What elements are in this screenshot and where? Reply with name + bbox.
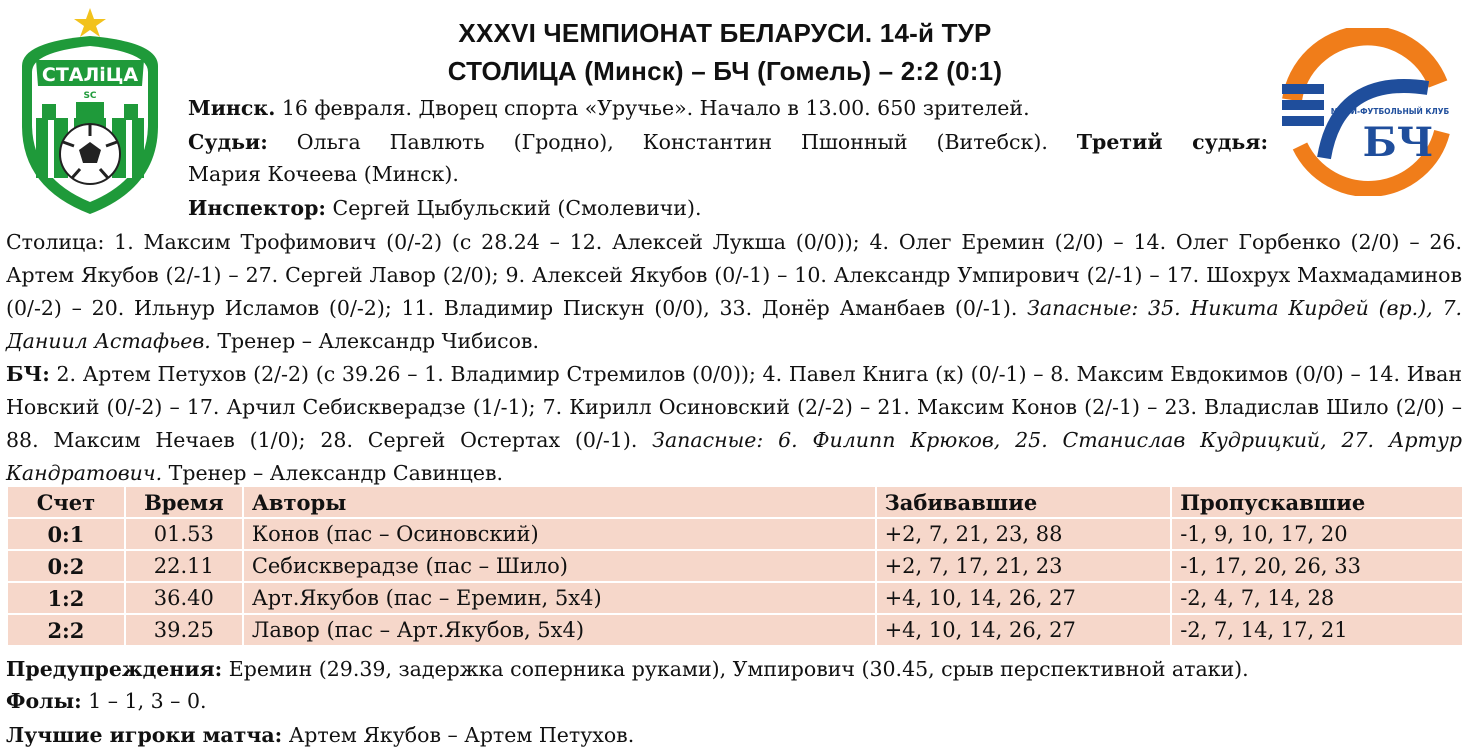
svg-text:СТАЛіЦА: СТАЛіЦА xyxy=(41,64,139,86)
goal-authors: Себискверадзе (пас – Шило) xyxy=(243,550,876,582)
best-players-label: Лучшие игроки матча: xyxy=(6,723,283,747)
header-authors: Авторы xyxy=(243,486,876,518)
goal-scored: +2, 7, 17, 21, 23 xyxy=(876,550,1172,582)
svg-text:МИНИ-ФУТБОЛЬНЫЙ КЛУБ: МИНИ-ФУТБОЛЬНЫЙ КЛУБ xyxy=(1330,107,1450,116)
away-label: БЧ: xyxy=(6,362,50,386)
best-players-line xyxy=(6,720,1466,750)
referees-text: Ольга Павлють (Гродно), Константин Пшонный (Витебск). xyxy=(267,130,1077,154)
home-coach: Тренер – Александр Чибисов. xyxy=(210,329,539,353)
goal-score: 0:2 xyxy=(7,550,125,582)
goal-scored: +4, 10, 14, 26, 27 xyxy=(876,614,1172,646)
goal-scored: +4, 10, 14, 26, 27 xyxy=(876,582,1172,614)
svg-text:БЧ: БЧ xyxy=(1362,119,1434,166)
goals-header-row xyxy=(7,486,1463,518)
away-subs: Запасные: 6. Филипп Крюков, 25. Станислав Кудрицкий, 27. Артур Кандратович. xyxy=(6,428,1462,485)
third-referee-text: Мария Кочеева (Минск). xyxy=(188,162,459,186)
inspector-label: Инспектор: xyxy=(188,196,326,220)
place-label: Минск. xyxy=(188,96,276,120)
table-row xyxy=(7,582,1463,614)
goal-conceded: -2, 4, 7, 14, 28 xyxy=(1171,582,1463,614)
warnings-line xyxy=(6,654,1466,684)
header-score: Счет xyxy=(7,486,125,518)
fouls-label: Фолы: xyxy=(6,689,82,713)
svg-text:МФК: МФК xyxy=(75,104,105,115)
goal-time: 01.53 xyxy=(125,518,243,550)
goal-conceded: -1, 9, 10, 17, 20 xyxy=(1171,518,1463,550)
referees-label: Судьи: xyxy=(188,130,268,154)
warnings-text: Еремин (29.39, задержка соперника руками), Умпирович (30.45, срыв перспективной атаки). xyxy=(222,657,1249,681)
goal-time: 36.40 xyxy=(125,582,243,614)
header-conceded: Пропускавшие xyxy=(1171,486,1463,518)
stolitsa-crest-icon xyxy=(14,6,164,218)
bch-logo xyxy=(1278,28,1456,196)
goals-table xyxy=(6,485,1464,647)
goal-authors: Конов (пас – Осиновский) xyxy=(243,518,876,550)
away-lineup xyxy=(6,358,1462,490)
goal-score: 1:2 xyxy=(7,582,125,614)
referees-line xyxy=(188,128,1268,157)
away-lineup-main: 2. Артем Петухов (2/-2) (с 39.26 – 1. Владимир Стремилов (0/0)); 4. Павел Книга (к) (0/-1) – 8. Максим Евдокимов (0/0) – 14. Иван Новский (0/-2) – 17. Арчил Себискверадзе (1/-1); 7. Кирилл Осиновский (2/-2) – 21. Максим Конов (2/-1) – 23. Владислав Шило (2/0) – 88. Максим Нечаев (1/0); 28. Сергей Остертах (0/-1). xyxy=(6,362,1462,452)
warnings-label: Предупреждения: xyxy=(6,657,223,681)
goal-conceded: -1, 17, 20, 26, 33 xyxy=(1171,550,1463,582)
home-lineup xyxy=(6,226,1462,358)
goal-score: 0:1 xyxy=(7,518,125,550)
championship-title: XXXVI ЧЕМПИОНАТ БЕЛАРУСИ. 14-й ТУР xyxy=(458,18,992,48)
table-row xyxy=(7,518,1463,550)
goal-conceded: -2, 7, 14, 17, 21 xyxy=(1171,614,1463,646)
table-row xyxy=(7,614,1463,646)
place-text: 16 февраля. Дворец спорта «Уручье». Начало в 13.00. 650 зрителей. xyxy=(275,96,1030,120)
svg-text:SC: SC xyxy=(83,91,97,101)
inspector-text: Сергей Цыбульский (Смолевичи). xyxy=(326,196,702,220)
fouls-text: 1 – 1, 3 – 0. xyxy=(81,689,207,713)
header-time: Время xyxy=(125,486,243,518)
goal-authors: Лавор (пас – Арт.Якубов, 5х4) xyxy=(243,614,876,646)
inspector-line xyxy=(188,194,1268,223)
bch-club-logo-icon xyxy=(1278,28,1456,196)
table-row xyxy=(7,550,1463,582)
away-coach: Тренер – Александр Савинцев. xyxy=(162,461,504,485)
goal-score: 2:2 xyxy=(7,614,125,646)
stolitsa-logo xyxy=(14,6,164,218)
goal-time: 22.11 xyxy=(125,550,243,582)
match-place-line xyxy=(188,94,1268,123)
home-subs: Запасные: 35. Никита Кирдей (вр.), 7. Даниил Астафьев. xyxy=(6,296,1463,353)
goal-time: 39.25 xyxy=(125,614,243,646)
best-players-text: Артем Якубов – Артем Петухов. xyxy=(282,723,635,747)
home-lineup-main: Столица: 1. Максим Трофимович (0/-2) (с 28.24 – 12. Алексей Лукша (0/0)); 4. Олег Еремин (2/0) – 14. Олег Горбенко (2/0) – 26. Артем Якубов (2/-1) – 27. Сергей Лавор (2/0); 9. Алексей Якубов (0/-1) – 10. Александр Умпирович (2/-1) – 17. Шохрух Махмадаминов (0/-2) – 20. Ильнур Исламов (0/-2); 11. Владимир Пискун (0/0), 33. Донёр Аманбаев (0/-1). xyxy=(6,230,1462,320)
fouls-line xyxy=(6,686,1466,716)
goal-authors: Арт.Якубов (пас – Еремин, 5х4) xyxy=(243,582,876,614)
header-scored: Забивавшие xyxy=(876,486,1172,518)
match-result-title: СТОЛИЦА (Минск) – БЧ (Гомель) – 2:2 (0:1) xyxy=(447,56,1003,86)
third-referee-label: Третий судья: xyxy=(1076,130,1269,154)
lineups xyxy=(6,226,1462,490)
goal-scored: +2, 7, 21, 23, 88 xyxy=(876,518,1172,550)
